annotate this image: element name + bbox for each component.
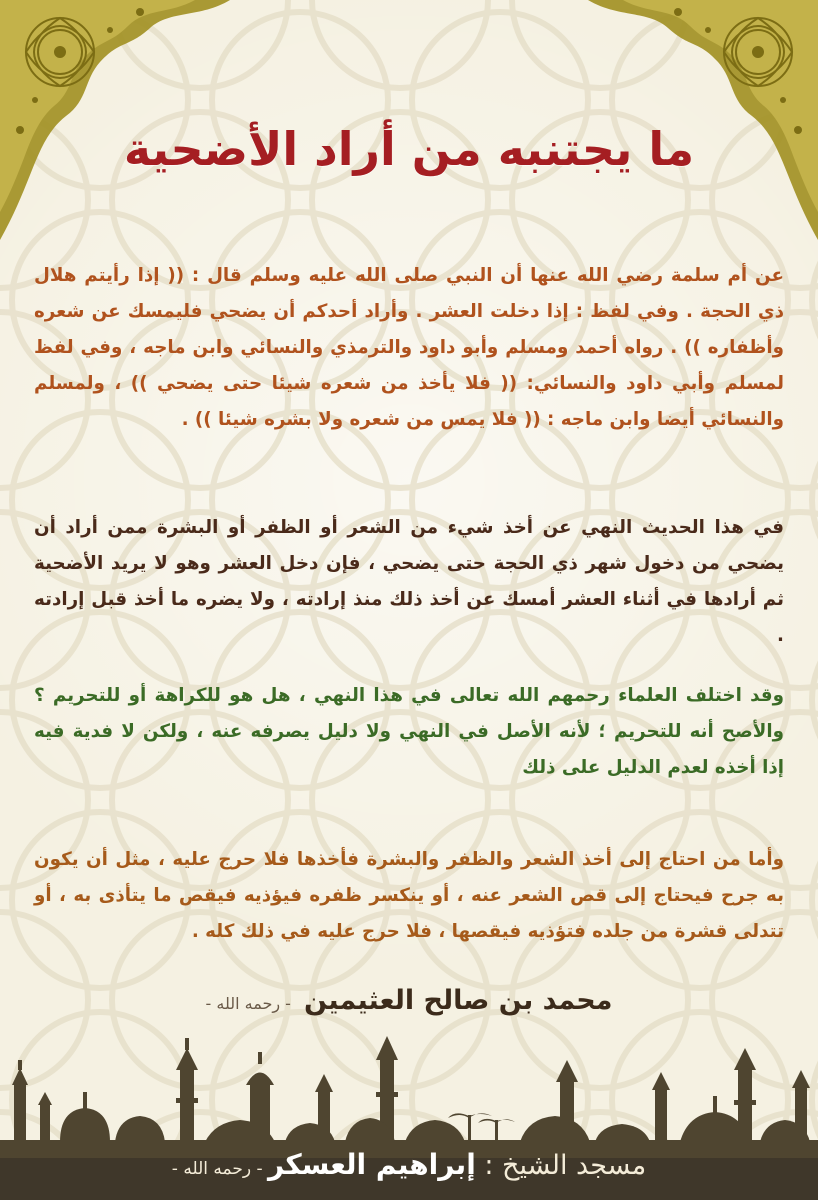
page-title: ما يجتنبه من أراد الأضحية bbox=[123, 122, 695, 176]
corner-ornament-right bbox=[588, 0, 818, 240]
signature bbox=[0, 985, 818, 1016]
footer-prefix: مسجد الشيخ : bbox=[475, 1150, 647, 1181]
footer-suffix: - رحمه الله - bbox=[171, 1159, 268, 1179]
footer-name: إبراهيم العسكر bbox=[268, 1148, 476, 1181]
explanation-paragraph: في هذا الحديث النهي عن أخذ شيء من الشعر أو الظفر أو البشرة ممن أراد أن يضحي من دخول شهر ذي الحجة حتى يضحي ، فإن دخل العشر وهو لا يريد الأضحية ثم أرادها في أثناء العشر أمسك عن أخذ ذلك منذ إرادته ، ولا يضره ما أخذ قبل إرادته . bbox=[34, 517, 784, 646]
corner-ornament-left bbox=[0, 0, 230, 240]
footer-mosque-credit bbox=[0, 1148, 818, 1190]
signature-honorific: - رحمه الله - bbox=[205, 994, 291, 1013]
signature-name: محمد بن صالح العثيمين bbox=[304, 985, 613, 1016]
ruling-paragraph: وقد اختلف العلماء رحمهم الله تعالى في هذا النهي ، هل هو للكراهة أو للتحريم ؟ والأصح أنه للتحريم ؛ لأنه الأصل في النهي ولا دليل يصرفه عنه ، ولكن لا فدية فيه إذا أخذه لعدم الدليل على ذلك bbox=[34, 685, 784, 778]
hadith-paragraph: عن أم سلمة رضي الله عنها أن النبي صلى الله عليه وسلم قال : (( إذا رأيتم هلال ذي الحجة . وفي لفظ : إذا دخلت العشر . وأراد أحدكم أن يضحي فليمسك عن شعره وأظفاره )) . رواه أحمد ومسلم وأبو داود والترمذي والنسائي وابن ماجه ، وفي لفظ لمسلم وأبي داود والنسائي: (( فلا يأخذ من شعره شيئا حتى يضحي )) ، ولمسلم والنسائي أيضا وابن ماجه : (( فلا يمس من شعره ولا بشره شيئا )) . bbox=[34, 265, 784, 430]
exception-paragraph: وأما من احتاج إلى أخذ الشعر والظفر والبشرة فأخذها فلا حرج عليه ، مثل أن يكون به جرح فيحتاج إلى قص الشعر عنه ، أو ينكسر ظفره فيؤذيه فيقص ما يتأذى به ، أو تتدلى قشرة من جلده فتؤذيه فيقصها ، فلا حرج عليه في ذلك كله . bbox=[34, 849, 784, 942]
